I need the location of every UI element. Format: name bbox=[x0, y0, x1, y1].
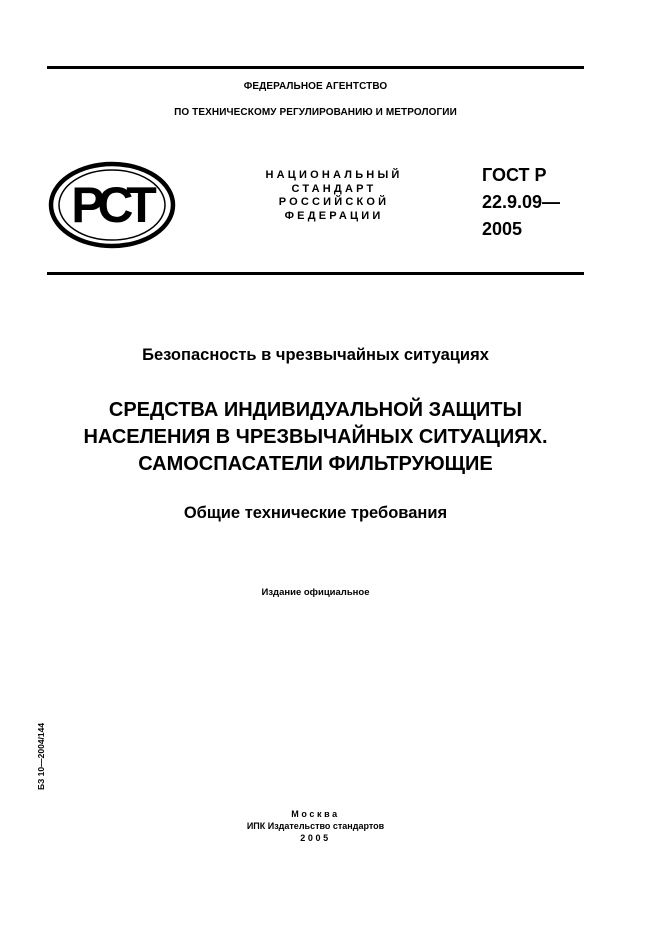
national-standard-block bbox=[246, 169, 422, 223]
national-standard-line-3: РОССИЙСКОЙ bbox=[278, 196, 390, 208]
middle-rule bbox=[47, 272, 584, 275]
logo-lettering: РСТ bbox=[71, 177, 151, 233]
side-catalog-code: БЗ 10—2004/144 bbox=[36, 722, 46, 790]
document-title-line-2: НАСЕЛЕНИЯ В ЧРЕЗВЫЧАЙНЫХ СИТУАЦИЯХ. bbox=[83, 426, 548, 448]
document-title-line-3: САМОСПАСАТЕЛИ ФИЛЬТРУЮЩИЕ bbox=[138, 453, 493, 475]
designation-line-1: ГОСТ Р bbox=[482, 165, 547, 185]
agency-name-line-2: ПО ТЕХНИЧЕСКОМУ РЕГУЛИРОВАНИЮ И МЕТРОЛОГИИ bbox=[174, 107, 457, 118]
top-rule bbox=[47, 66, 584, 69]
rst-logo-icon bbox=[48, 161, 176, 249]
edition-note: Издание официальное bbox=[261, 587, 370, 598]
imprint-city: Москва bbox=[291, 809, 340, 819]
agency-name-line-1: ФЕДЕРАЛЬНОЕ АГЕНТСТВО bbox=[243, 81, 388, 92]
document-title-line-1: СРЕДСТВА ИНДИВИДУАЛЬНОЙ ЗАЩИТЫ bbox=[108, 399, 523, 421]
series-title: Безопасность в чрезвычайных ситуациях bbox=[142, 346, 489, 364]
national-standard-line-4: ФЕДЕРАЦИИ bbox=[284, 209, 384, 222]
standard-designation bbox=[482, 162, 560, 243]
imprint-year: 2005 bbox=[300, 833, 331, 843]
designation-line-2: 22.9.09— bbox=[482, 192, 561, 212]
national-standard-line-1: НАЦИОНАЛЬНЫЙ bbox=[265, 169, 403, 181]
national-standard-line-2: СТАНДАРТ bbox=[291, 182, 377, 195]
designation-line-3: 2005 bbox=[482, 219, 523, 239]
document-title bbox=[40, 397, 591, 478]
imprint-block bbox=[47, 808, 584, 844]
imprint-publisher: ИПК Издательство стандартов bbox=[246, 821, 385, 831]
document-subtitle: Общие технические требования bbox=[183, 504, 448, 522]
